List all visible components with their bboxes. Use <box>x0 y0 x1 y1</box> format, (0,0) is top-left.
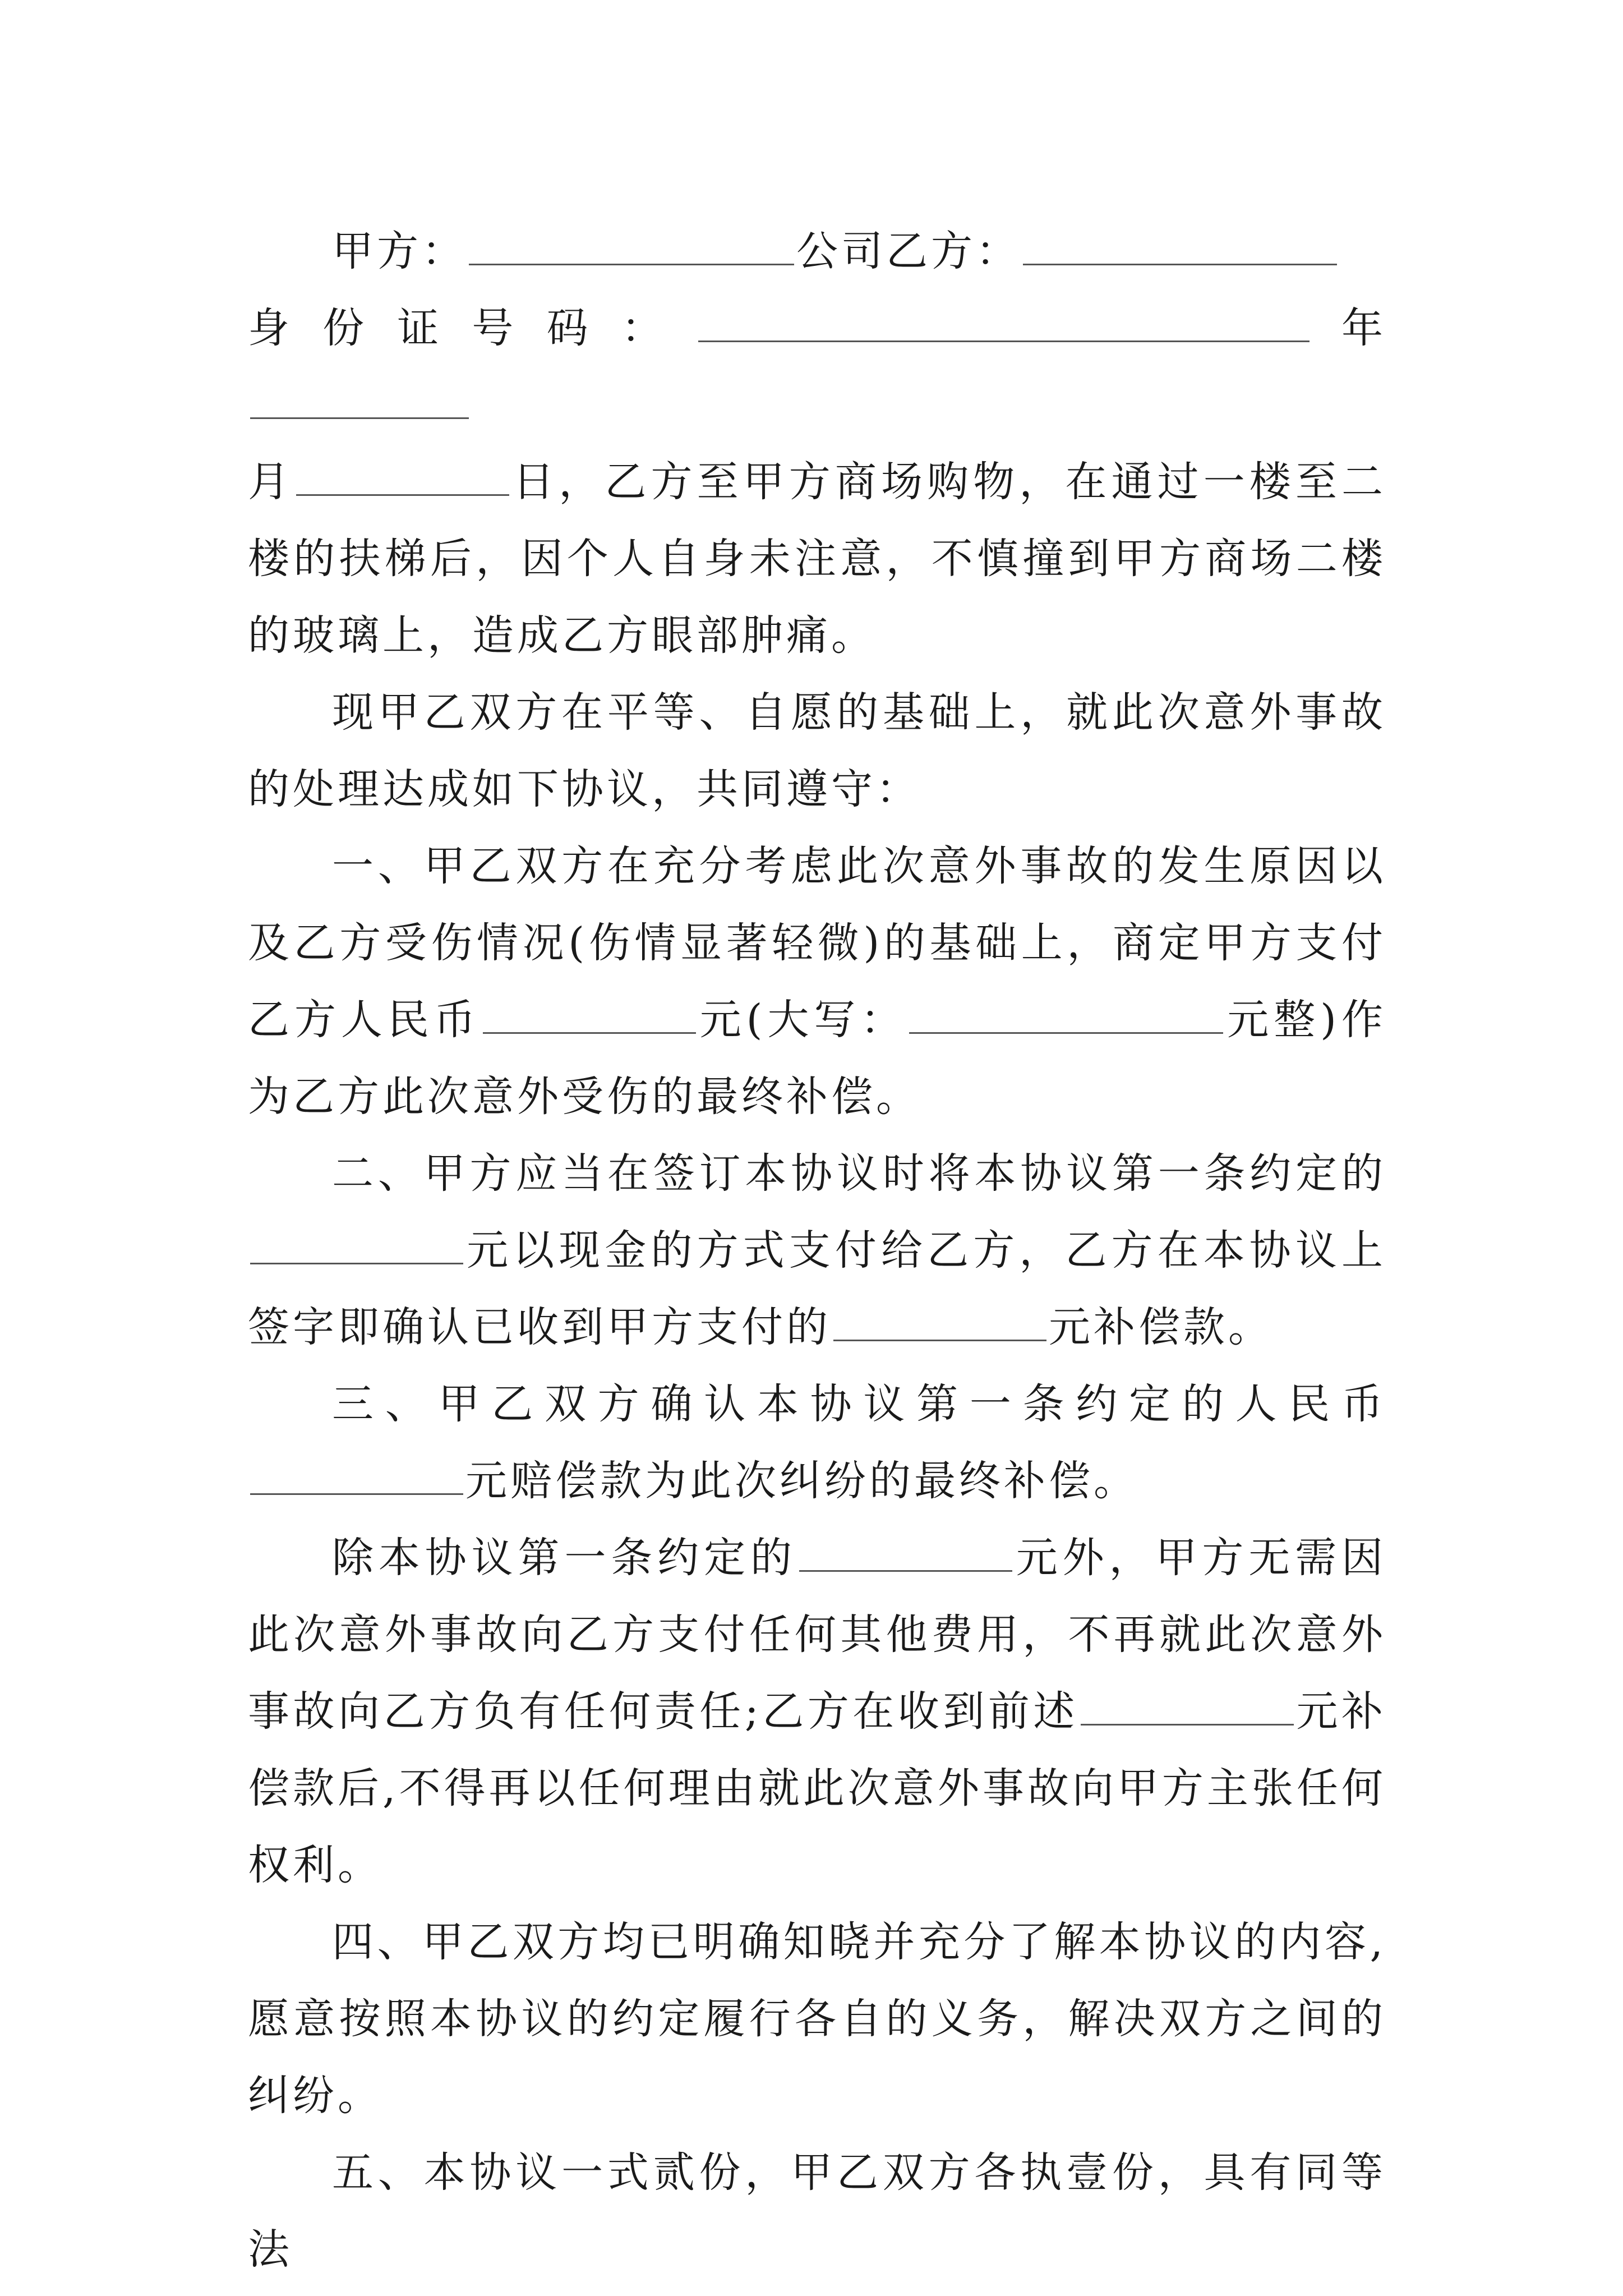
clause-1-text-b: 元(大写： <box>698 996 907 1044</box>
compensation-blank[interactable] <box>250 1452 463 1495</box>
clause-2-text-a: 二、甲方应当在签订本协议时将本协议第一条约定的 <box>332 1149 1386 1198</box>
cash-amount-blank[interactable] <box>250 1221 463 1264</box>
party-b-blank[interactable] <box>1023 222 1337 265</box>
party-a-blank[interactable] <box>469 222 794 265</box>
id-line <box>248 290 1386 444</box>
clause-3-extra-text-c: 元补偿款后,不得再以任何理由就此次意外事故向甲方主张任何权利。 <box>248 1687 1387 1889</box>
clause-1-text-a: 一、甲乙双方在充分考虑此次意外事故的发生原因以及乙方受伤情况(伤情显著轻微)的基础上，商定甲方支付乙方人民币 <box>248 842 1386 1044</box>
id-number-blank[interactable] <box>698 299 1310 342</box>
party-a-label: 甲方： <box>332 227 467 275</box>
clause-4: 四、甲乙双方均已明确知晓并充分了解本协议的内容,愿意按照本协议的约定履行各自的义务，解决双方之间的纠纷。 <box>248 1918 1386 2120</box>
intro-paragraph: 现甲乙双方在平等、自愿的基础上，就此次意外事故的处理达成如下协议，共同遵守： <box>248 688 1386 813</box>
clause-2-text-b: 元以现金的方式支付给乙方，乙方在本协议上签字即确认已收到甲方支付的 <box>248 1226 1386 1351</box>
agreed-amount-blank[interactable] <box>799 1529 1012 1572</box>
year-label: 年 <box>1311 304 1387 352</box>
clause-3-extra <box>248 1520 1386 1904</box>
party-line <box>248 213 1386 290</box>
amount-capital-blank[interactable] <box>909 991 1223 1034</box>
clause-3-extra-text-b: 元外，甲方无需因此次意外事故向乙方支付任何其他费用，不再就此次意外事故向乙方负有任何责任;乙方在收到前述 <box>248 1534 1387 1736</box>
clause-3 <box>248 1366 1386 1520</box>
clause-3-extra-text-a: 除本协议第一条约定的 <box>332 1534 797 1582</box>
amount-blank[interactable] <box>483 991 696 1034</box>
incident-paragraph <box>248 444 1386 674</box>
agreement-body <box>248 213 1386 2288</box>
clause-3-text-b: 元赔偿款为此次纠纷的最终补偿。 <box>465 1457 1138 1505</box>
clause-5: 五、本协议一式贰份，甲乙双方各执壹份，具有同等法 <box>248 2148 1386 2274</box>
received-amount-blank[interactable] <box>833 1298 1046 1341</box>
clause-3-text-a: 三、甲乙双方确认本协议第一条约定的人民币 <box>332 1380 1386 1428</box>
clause-2-text-c: 元补偿款。 <box>1049 1303 1273 1351</box>
day-blank[interactable] <box>296 453 509 496</box>
company-party-b-label: 公司乙方： <box>796 227 1021 275</box>
clause-2 <box>248 1135 1386 1366</box>
clause-1-text-c: 元整)作为乙方此次意外受伤的最终补偿。 <box>248 996 1386 1121</box>
year-blank[interactable] <box>250 376 469 419</box>
month-label: 月 <box>248 458 294 506</box>
clause-1 <box>248 828 1386 1135</box>
id-number-label: 身份证号码： <box>248 304 696 352</box>
incident-text: 日，乙方至甲方商场购物，在通过一楼至二楼的扶梯后，因个人自身未注意，不慎撞到甲方商场二楼的玻璃上，造成乙方眼部肿痛。 <box>248 458 1387 660</box>
received-compensation-blank[interactable] <box>1081 1682 1294 1726</box>
